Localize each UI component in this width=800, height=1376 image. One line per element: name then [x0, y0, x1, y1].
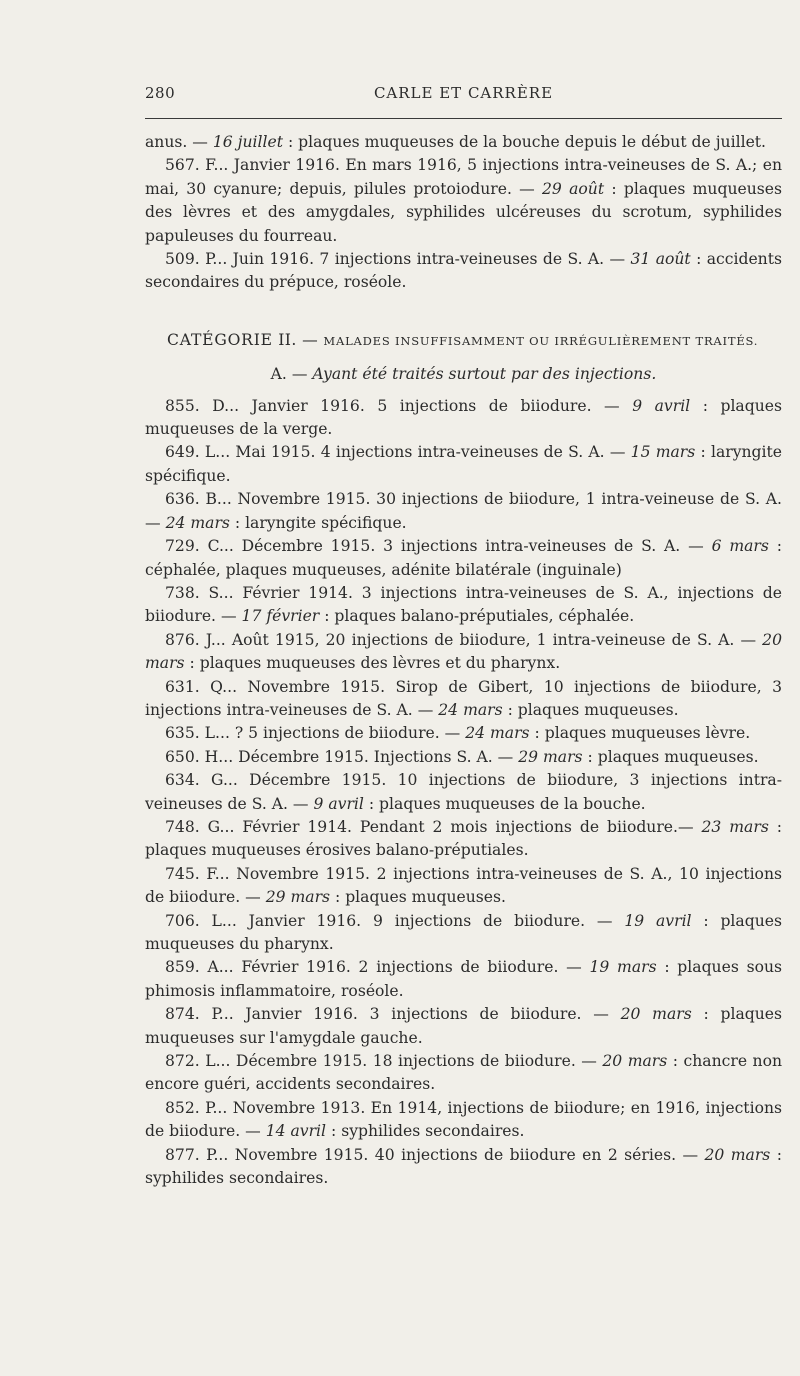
case-findings: : plaques muqueuses de la bouche. [363, 794, 646, 813]
case-date: 19 mars [589, 958, 657, 977]
case-findings: : plaques muqueuses du pharynx. [145, 911, 782, 953]
category-label: CATÉGORIE [167, 330, 273, 349]
category-heading [145, 329, 782, 353]
case-date: 29 août [542, 179, 605, 198]
case-findings: : accidents secondaires du prépuce, roséole. [145, 250, 782, 292]
case-text: 872. L... Décembre 1915. 18 injections de biiodure. — [165, 1052, 603, 1071]
case-date: 14 avril [265, 1122, 327, 1141]
case-date: 24 mars [465, 724, 530, 743]
case-date: 17 février [241, 607, 320, 626]
case-text: 649. L... Mai 1915. 4 injections intra-veineuses de S. A. — [165, 443, 631, 462]
case-date: 6 mars [711, 537, 769, 556]
case-entry [145, 1050, 782, 1097]
case-findings: : plaques sous phimosis inflammatoire, roséole. [145, 958, 783, 1000]
case-text: 650. H... Décembre 1915. Injections S. A. — [165, 747, 519, 766]
case-text: 729. C... Décembre 1915. 3 injections intra-veineuses de S. A. — [165, 537, 712, 556]
case-text: 631. Q... Novembre 1915. Sirop de Gibert, 10 injections de biiodure, 3 injections intra-veineuses de S. A. — [145, 677, 782, 719]
case-text: 509. P... Juin 1916. 7 injections intra-veineuses de S. A. — [165, 250, 631, 269]
category-title: MALADES INSUFFISAMMENT OU IRRÉGULIÈREMENT TRAITÉS. [323, 333, 759, 348]
case-text: 874. P... Janvier 1916. 3 injections de biiodure. — [165, 1005, 621, 1024]
case-date: 16 juillet [212, 133, 283, 151]
case-findings: : syphilides secondaires. [326, 1122, 525, 1141]
case-entry [145, 488, 782, 535]
category-number: II. [278, 330, 297, 349]
case-entry [145, 746, 782, 769]
case-findings: : céphalée, plaques muqueuses, adénite bilatérale (inguinale) [145, 537, 782, 579]
case-text: 877. P... Novembre 1915. 40 injections de biiodure en 2 séries. — [165, 1145, 705, 1164]
case-findings: : plaques muqueuses des lèvres et du pharynx. [184, 654, 561, 673]
category-dash: — [302, 330, 319, 349]
case-findings: : laryngite spécifique. [229, 513, 407, 532]
case-text: 745. F... Novembre 1915. 2 injections intra-veineuses de S. A., 10 injections de biiodure. — [145, 864, 782, 907]
intro-paragraph [145, 131, 782, 154]
case-date: 19 avril [624, 911, 692, 930]
case-entry [145, 863, 782, 910]
case-text: 635. L... ? 5 injections de biiodure. — [165, 724, 466, 743]
running-title: CARLE ET CARRÈRE [373, 84, 554, 102]
case-date: 15 mars [630, 443, 696, 462]
case-entry [145, 582, 782, 629]
subheading-text: Ayant été traités surtout par des injections. [312, 365, 657, 384]
case-entry [145, 910, 782, 957]
case-findings: : chancre non encore guéri, accidents secondaires. [145, 1052, 783, 1094]
case-date: 20 mars [145, 630, 782, 673]
case-entry [145, 816, 782, 863]
case-entry [145, 676, 782, 723]
case-date: 20 mars [602, 1052, 668, 1071]
case-findings: : plaques muqueuses sur l'amygdale gauche. [145, 1005, 782, 1047]
case-text: 855. D... Janvier 1916. 5 injections de biiodure. — [165, 396, 633, 415]
case-date: 23 mars [701, 817, 769, 836]
case-findings: : laryngite spécifique. [145, 443, 783, 485]
case-list [145, 395, 782, 1191]
case-text: 748. G... Février 1914. Pendant 2 mois injections de biiodure.— [165, 817, 702, 836]
page-number: 280 [145, 84, 176, 102]
case-text: 876. J... Août 1915, 20 injections de biiodure, 1 intra-veineuse de S. A. — [165, 630, 763, 649]
case-findings: : plaques muqueuses. [330, 888, 506, 907]
intro-paragraph [145, 154, 782, 248]
case-entry [145, 395, 782, 442]
case-date: 20 mars [704, 1145, 771, 1164]
case-text: 859. A... Février 1916. 2 injections de biiodure. — [165, 958, 590, 977]
case-text: 852. P... Novembre 1913. En 1914, injections de biiodure; en 1916, injections de biiodure. — [145, 1098, 782, 1141]
case-date: 24 mars [165, 513, 230, 532]
case-text: 567. F... Janvier 1916. En mars 1916, 5 injections intra-veineuses de S. A.; en mai, 30 cyanure; depuis, pilules protoiodure. — [145, 156, 782, 198]
case-entry [145, 956, 782, 1003]
case-entry [145, 1003, 782, 1050]
case-text: 634. G... Décembre 1915. 10 injections de biiodure, 3 injections intra-veineuses de S. A. — [145, 771, 782, 813]
case-entry [145, 441, 782, 488]
section-subheading [145, 363, 782, 386]
case-text: 738. S... Février 1914. 3 injections intra-veineuses de S. A., injections de biiodure. — [145, 583, 782, 626]
case-text: 636. B... Novembre 1915. 30 injections de biiodure, 1 intra-veineuse de S. A. — [145, 490, 782, 532]
case-findings: : plaques muqueuses de la verge. [145, 396, 782, 439]
intro-block [145, 131, 782, 295]
case-text: 706. L... Janvier 1916. 9 injections de biiodure. — [165, 911, 625, 930]
case-date: 24 mars [438, 700, 503, 719]
header-rule [145, 118, 782, 119]
intro-paragraph [145, 248, 782, 295]
case-entry [145, 722, 782, 745]
case-entry [145, 1144, 782, 1191]
case-date: 9 avril [313, 794, 364, 813]
case-entry [145, 1097, 782, 1144]
page-header [145, 84, 782, 108]
case-findings: : plaques balano-préputiales, céphalée. [319, 607, 635, 626]
case-findings: : plaques muqueuses lèvre. [529, 724, 751, 743]
case-findings: : plaques muqueuses. [582, 747, 759, 766]
case-entry [145, 629, 782, 676]
case-date: 31 août [630, 250, 691, 269]
case-date: 20 mars [620, 1005, 692, 1024]
case-date: 29 mars [265, 888, 331, 907]
case-text: anus. — [145, 133, 213, 151]
case-findings: : plaques muqueuses érosives balano-préputiales. [145, 817, 782, 860]
case-findings: : plaques muqueuses des lèvres et des amygdales, syphilides ulcéreuses du scrotum, syphilides papuleuses du fourreau. [145, 179, 782, 245]
case-entry [145, 769, 782, 816]
subheading-letter: A. — [270, 365, 313, 384]
case-findings: : plaques muqueuses de la bouche depuis le début de juillet. [283, 133, 767, 151]
case-date: 29 mars [518, 747, 583, 766]
case-findings: : syphilides secondaires. [145, 1145, 782, 1188]
case-entry [145, 535, 782, 582]
case-date: 9 avril [632, 396, 691, 415]
page-body [145, 131, 782, 1190]
case-findings: : plaques muqueuses. [502, 700, 679, 719]
